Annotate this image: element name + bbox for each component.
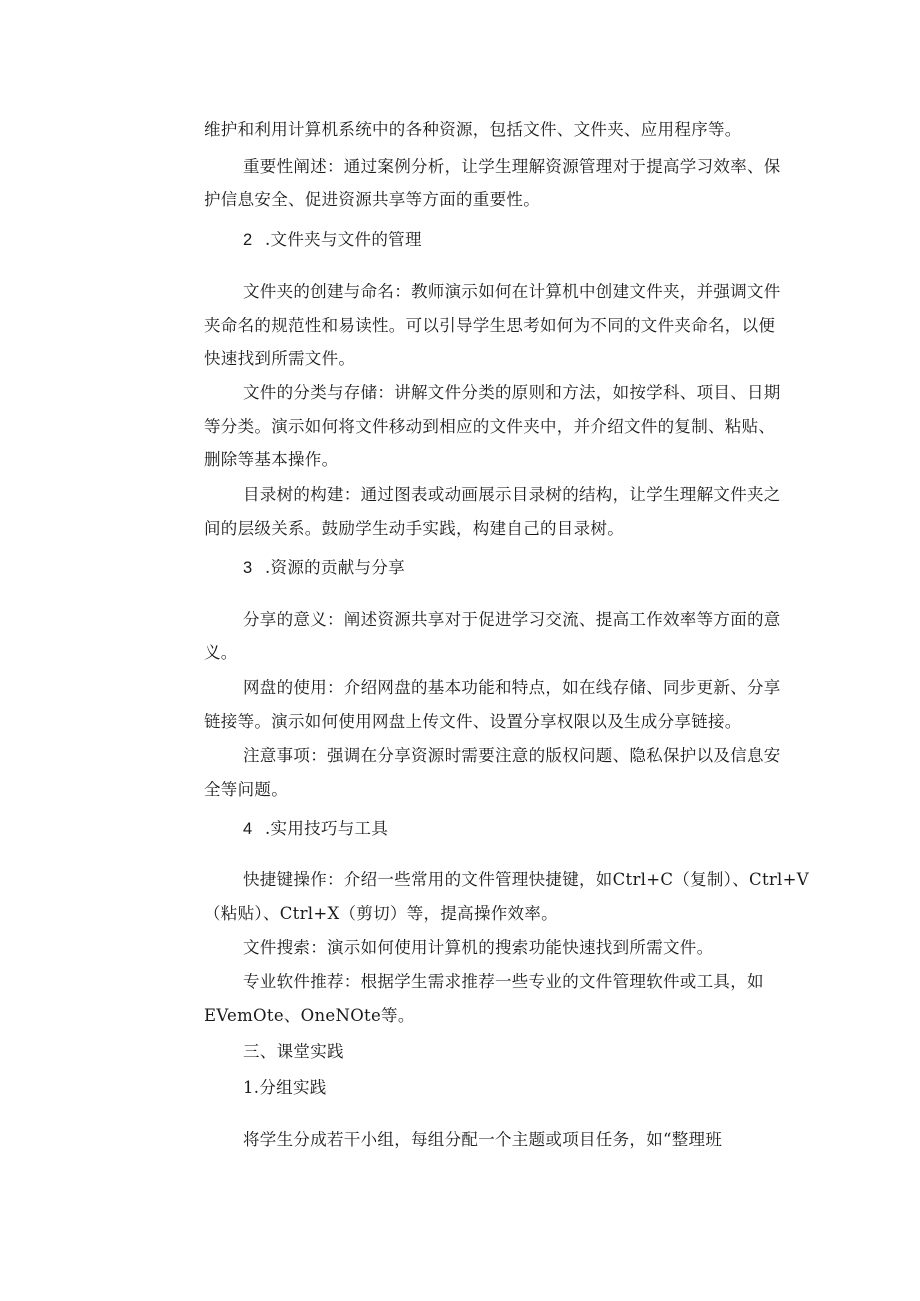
paragraph-line: 文件搜索：演示如何使用计算机的搜索功能快速找到所需文件。 [243, 938, 714, 957]
paragraph-line: 等分类。演示如何将文件移动到相应的文件夹中，并介绍文件的复制、粘贴、 [204, 417, 776, 436]
subsection-heading: 1.分组实践 [243, 1078, 327, 1097]
section-number: 4 [243, 820, 253, 838]
paragraph-line: 专业软件推荐：根据学生需求推荐一些专业的文件管理软件或工具，如 [243, 972, 764, 991]
section-title: .文件夹与文件的管理 [265, 230, 422, 249]
paragraph-line: 网盘的使用：介绍网盘的基本功能和特点，如在线存储、同步更新、分享 [243, 678, 781, 697]
paragraph-line: 维护和利用计算机系统中的各种资源，包括文件、文件夹、应用程序等。 [204, 120, 742, 139]
paragraph-line: 文件的分类与存储：讲解文件分类的原则和方法，如按学科、项目、日期 [243, 383, 781, 402]
paragraph-line: 护信息安全、促进资源共享等方面的重要性。 [204, 190, 540, 209]
paragraph-line: 间的层级关系。鼓励学生动手实践，构建自己的目录树。 [204, 519, 624, 538]
section-heading-practice: 三、课堂实践 [243, 1042, 344, 1061]
section-number: 2 [243, 231, 253, 249]
section-title: .资源的贡献与分享 [265, 558, 405, 577]
paragraph-line: （粘贴）、Ctrl+X（剪切）等，提高操作效率。 [204, 904, 558, 923]
section-heading-2 [243, 229, 422, 251]
section-heading-4 [243, 818, 388, 840]
paragraph-line: 重要性阐述：通过案例分析，让学生理解资源管理对于提高学习效率、保 [243, 157, 781, 176]
paragraph-line: 将学生分成若干小组，每组分配一个主题或项目任务，如“整理班 [243, 1130, 723, 1149]
paragraph-line: 文件夹的创建与命名：教师演示如何在计算机中创建文件夹，并强调文件 [243, 282, 781, 301]
paragraph-line: 全等问题。 [204, 780, 288, 799]
paragraph-line: 目录树的构建：通过图表或动画展示目录树的结构，让学生理解文件夹之 [243, 485, 781, 504]
paragraph-line: 分享的意义：阐述资源共享对于促进学习交流、提高工作效率等方面的意 [243, 610, 781, 629]
paragraph-line: 链接等。演示如何使用网盘上传文件、设置分享权限以及生成分享链接。 [204, 712, 742, 731]
paragraph-line: 快速找到所需文件。 [204, 349, 356, 368]
paragraph-line: 注意事项：强调在分享资源时需要注意的版权问题、隐私保护以及信息安 [243, 746, 781, 765]
paragraph-line: EVemOte、OneNOte等。 [204, 1006, 415, 1025]
paragraph-line: 义。 [204, 643, 238, 662]
section-number: 3 [243, 559, 253, 577]
paragraph-line: 夹命名的规范性和易读性。可以引导学生思考如何为不同的文件夹命名，以便 [204, 316, 776, 335]
paragraph-line: 快捷键操作：介绍一些常用的文件管理快捷键，如Ctrl+C（复制）、Ctrl+V [243, 870, 809, 889]
section-heading-3 [243, 557, 405, 579]
section-title: .实用技巧与工具 [265, 819, 389, 838]
paragraph-line: 删除等基本操作。 [204, 450, 339, 469]
